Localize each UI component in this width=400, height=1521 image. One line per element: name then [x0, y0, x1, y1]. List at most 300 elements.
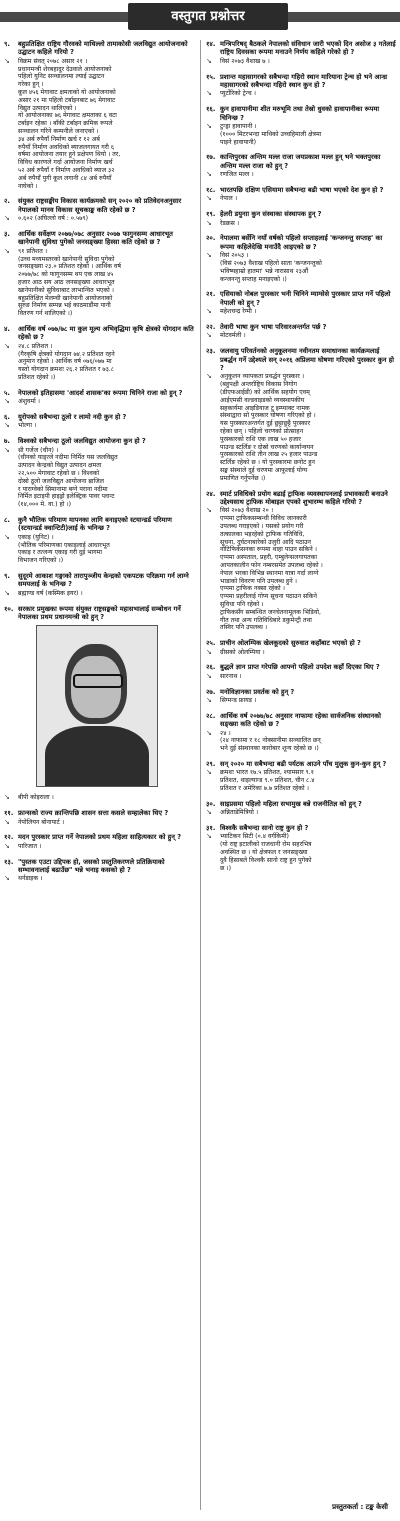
question-text: मन्त्रिपरिषद् बैठकले नेपालको संविधान जारी भएको दिन असोज ३ गतेलाई राष्ट्रिय दिवसका रूपमा मनाउने निर्णय कहिले गरेको हो ? [220, 40, 396, 57]
answer-line: २२,५०० मेगावाट रहेको छ । विश्वको [18, 469, 100, 477]
answer-line: भोल्गा । [18, 422, 37, 430]
question-number: १३. [4, 857, 14, 866]
answer-line: ट्राफिकसँग सम्बन्धित जनचेतनामूलक भिडियो, [220, 608, 321, 616]
question-number: ९. [4, 40, 10, 48]
answer-line: विद्युत उत्पादन थालिएको । [18, 104, 77, 112]
answer [206, 507, 398, 632]
answer-line: अवस्थित छ । यो क्षेत्रफल र जनसङ्ख्या [220, 849, 308, 856]
question-text: फ्रान्सको राज्य क्रान्तिपछि शासन सत्ता कसले सम्हालेका थिए ? [18, 809, 169, 818]
answer-line: भ्याटिकन सिटी (०.४ वर्गकिमी) [220, 833, 289, 841]
answer [206, 730, 398, 753]
answer-line: थ्री गर्जेज (चीन) । [18, 446, 59, 454]
answer-line: तत्कालका भइरहेको ट्राफिक गतिविधि, [220, 530, 305, 538]
answer-line: एकाइ (युनिट) । [18, 533, 54, 541]
question-text: प्राचीन ओलम्पिक खेलकूदको सुरुवात कहाँबाट भएको हो ? [220, 639, 361, 648]
question [206, 290, 398, 307]
answer [4, 447, 196, 509]
question-number: १४. [206, 40, 216, 48]
question-text: जलवायु परिवर्तनको अनुकूलनमा नवीनतम समाधानका कार्यक्रमलाई प्रबर्द्धन गर्ने उद्देश्यले सन् २०१६ अप्रिलमा घोषणा गरिएको पुरस्कार कुन हो ? [220, 347, 394, 373]
question-number: ११. [4, 809, 14, 818]
qa-item [4, 40, 196, 190]
qa-item [4, 230, 196, 318]
answer-text [220, 373, 398, 482]
answer-arrow-icon: ↘ [4, 588, 10, 597]
qa-item [4, 833, 196, 850]
qa-item [206, 712, 398, 753]
question [4, 389, 196, 397]
answer-line: बहुप्रतिक्षित मेलम्ची खानेपानी आयोजनाको [18, 294, 113, 302]
question-text: मनोविज्ञानका प्रवर्तक को हुन् ? [220, 687, 295, 696]
answer-text [220, 58, 398, 66]
header-banner [0, 0, 400, 34]
question-number: २२. [206, 323, 216, 332]
answer-arrow-icon: ↘ [206, 170, 212, 179]
question-number: २७. [206, 687, 216, 696]
qa-item [206, 153, 398, 179]
answer [206, 90, 398, 98]
answer-line: (गैरकृषि क्षेत्रको योगदान ७४.२ प्रतिशत रहने [18, 350, 115, 358]
answer-text [220, 220, 398, 228]
answer-line: सारनाथ । [220, 672, 242, 680]
question [4, 858, 196, 875]
answer-text [18, 590, 196, 598]
question-text: संयुक्त राष्ट्रसङ्घीय विकास कार्यक्रमको सन् २०२० को प्रतिवेदनअनुसार नेपालको मानव विकास सूचकाङ्क कति रहेको छ ? [18, 197, 182, 214]
answer-line: अंशुवर्मा । [18, 398, 40, 406]
answer-arrow-icon: ↘ [206, 372, 212, 381]
answer-text [220, 809, 398, 817]
answer-line: नेपोलियन बोनापार्ट । [18, 818, 65, 826]
answer-line: टर्बाइन रहेका । बाँकी टर्बाइन क्रमिक रूपले [18, 120, 113, 128]
question-number: २९. [206, 760, 216, 768]
answer-arrow-icon: ↘ [4, 793, 10, 802]
question [4, 197, 196, 214]
answer [4, 215, 196, 223]
answer-line: यस पुरस्कारअन्तर्गत दुई छुट्टाछुट्टै पुरस्कार [220, 420, 311, 428]
answer-text [220, 507, 398, 632]
answer [4, 248, 196, 318]
question [206, 234, 398, 251]
question-text: सन् २०२० मा सबैभन्दा बढी पर्यटक आउने पाँच मुलुक कुन-कुन हुन् ? [220, 760, 387, 768]
question-text: मदन पुरस्कार प्राप्त गर्ने नेपालको प्रथम महिला साहित्यकार को हुन् ? [18, 833, 182, 842]
qa-item [4, 437, 196, 509]
answer-text [18, 422, 196, 430]
answer-line: स्टर्लिङ रहेको छ । यो पुरस्कारमा छनोट हुन [220, 459, 315, 467]
qa-item [206, 688, 398, 705]
answer [206, 195, 398, 203]
qa-item [206, 490, 398, 633]
answer-line: दुवै हिसाबले विश्वकै सानो राष्ट्र हुन पुगेको [220, 856, 312, 864]
answer-line: नाघेको । [18, 182, 38, 190]
answer-text [18, 215, 196, 223]
answer-text [18, 875, 196, 883]
qa-item [206, 40, 398, 66]
answer-arrow-icon: ↘ [206, 728, 212, 737]
question-text: सरकार प्रमुखका रूपमा संयुक्त राष्ट्रसङ्घको महासभालाई सम्बोधन गर्ने नेपालका प्रथम प्रधानमन्त्री को हुन् ? [18, 604, 181, 621]
answer-line: विसं २०७३ वैशाख २० । [220, 507, 274, 515]
answer-line: ग्रीसको ओलम्पिया । [220, 648, 265, 656]
answer [206, 220, 398, 228]
question-text: आर्थिक सर्वेक्षण २०७७/०७८ अनुसार २०७७ फागुनसम्म आधारभूत खानेपानी सुविधा पुगेको जनसङ्ख्या हिस्सा कति रहेको छ ? [18, 229, 173, 247]
answer-line: २४.८ प्रतिशत । [18, 342, 53, 350]
question-number: २. [4, 197, 10, 206]
qa-item [4, 572, 196, 598]
answer-line: रहेका छन् । पहिलो चरणको प्रोत्साहन [220, 428, 304, 436]
qa-item [206, 186, 398, 203]
question-number: १२. [4, 833, 14, 842]
answer-arrow-icon: ↘ [206, 768, 212, 777]
answer-arrow-icon: ↘ [4, 397, 10, 406]
answer-line: २४ । [220, 729, 231, 737]
answer-line: जनसङ्ख्या २३.० प्रतिशत रहेको । आर्थिक वर्ष [18, 263, 121, 271]
question-number: २८. [206, 711, 216, 720]
answer [4, 398, 196, 406]
answer [206, 673, 398, 681]
question-number: ७. [4, 437, 10, 446]
portrait-photo [36, 625, 158, 787]
answer-line: (उच्च मध्यमस्तरको खानेपानी सुविधा पुगेको [18, 255, 115, 263]
qa-item [4, 325, 196, 382]
answer-line: (यो राष्ट्र इटालीको राजधानी रोम सहरभित्र [220, 841, 312, 849]
answer-line: हजार आठ सय आठ जनसङ्ख्या आधारभूत [18, 278, 115, 286]
answer-arrow-icon: ↘ [4, 214, 10, 223]
answer-line: २०७७/७८ को फागुनसम्म थप एक लाख ४५ [18, 271, 114, 279]
answer-line: तस्विर पनि उपलब्ध । [220, 624, 268, 632]
question-text: एसियाको नोबल पुरस्कार भनी चिनिने म्याग्सेसे पुरस्कार प्राप्त गर्ने पहिलो नेपाली को हुन् ? [220, 290, 391, 307]
answer-line: छ ।) [220, 864, 232, 872]
question-number: १९. [206, 210, 216, 219]
answer-text [220, 833, 398, 872]
question-number: ९. [4, 571, 10, 580]
answer-line: प्रतिशत, थाइल्यान्ड ९.० प्रतिशत, चीन ८.४ [220, 777, 315, 785]
answer-arrow-icon: ↘ [4, 246, 10, 255]
qa-item [4, 389, 196, 406]
question-text: प्रशान्त महासागरको सबैभन्दा गहिरो स्थान मारियाना ट्रेन्च हो भने आन्ध्र महासागरको सबैभन्दा गहिरो स्थान कुन हो ? [220, 72, 388, 90]
answer-line: आपतकालीन फोन नम्बरसमेत उपलब्ध रहेको । [220, 562, 323, 570]
question-text: विश्वकै सबैभन्दा सानो राष्ट्र कुन हो ? [220, 824, 309, 832]
answer [4, 343, 196, 382]
answer-text [220, 195, 398, 203]
question-number: ४. [4, 324, 10, 333]
answer-line: विसं २०५३ । [220, 252, 249, 260]
question-text: साइप्रसमा पहिलो महिला सभामुख बन्ने राजनीतिज्ञ को हुन् ? [220, 799, 362, 808]
answer-line: उपलब्ध गराइएको । यसको प्रयोग गरी [220, 523, 304, 531]
answer-line: विक्रम संवत् २०७८ असार २१ । [18, 57, 88, 65]
answer-line: कूल ४५६ मेगावाट क्षमताको यो आयोजनाको [18, 89, 116, 96]
answer-line: प्युर्टोरिको ट्रेन्च । [220, 90, 256, 98]
answer-line: एप्पमा प्रहरीलाई गोप्य सूचना पठाउन सकिने [220, 593, 317, 601]
answer-arrow-icon: ↘ [206, 122, 212, 131]
answer [206, 697, 398, 705]
qa-item [4, 794, 196, 802]
page-title: वस्तुगत प्रश्नोत्तर [128, 3, 288, 30]
question [206, 186, 398, 194]
question [206, 40, 398, 57]
qa-item [4, 858, 196, 884]
answer-arrow-icon: ↘ [206, 696, 212, 704]
answer-arrow-icon: ↘ [4, 817, 10, 826]
answer-text [18, 248, 196, 318]
answer [4, 875, 196, 883]
answer-text [220, 332, 398, 340]
answer [4, 590, 196, 598]
answer-line: पहिलो युनिट सञ्चालनमा ल्याई उद्घाटन [18, 73, 105, 81]
question [206, 663, 398, 671]
answer-line: दोस्रो ठूलो जलविद्युत आयोजना ब्राजिल [18, 477, 104, 485]
answer [206, 649, 398, 657]
answer-arrow-icon: ↘ [206, 56, 212, 65]
answer-line: संस्थाद्वारा सो पुरस्कार घोषणा गरिएको हो । [220, 412, 316, 420]
answer-line: यो आयोजनाका ७६ मेगावाट क्षमताका ६ वटा [18, 112, 117, 120]
answer-line: अर्ब रुपैयाँ पुगी कूल लगानी ८४ अर्ब रुपैयाँ [18, 174, 112, 182]
question-text: तेवारी भाषा कुन भाषा परिवारअन्तर्गत पर्छ ? [220, 323, 327, 332]
answer-arrow-icon: ↘ [4, 56, 10, 65]
answer-text [220, 649, 398, 657]
answer-line: र पाराग्वेको सिमानामा बग्ने पराना नदीमा [18, 485, 108, 493]
question-number: २६. [206, 663, 216, 672]
answer-line: (विसं २०७३ वैशाख पहिलो साता 'कन्जनन्तुको [220, 260, 322, 268]
answer-line: सिग्मन्ड फ्रायड । [220, 697, 257, 704]
question-text: नेपालमा बर्सेनि नयाँ वर्षको पहिलो सप्ताहलाई 'कन्जनन्तु सप्ताह' का रूपमा कहिलेदेखि मनाउँदै आइएको छ ? [220, 234, 383, 251]
answer-arrow-icon: ↘ [206, 89, 212, 98]
answer-arrow-icon: ↘ [4, 341, 10, 350]
answer-line: सञ्चालन गरिने कम्पनीले जनाएको । [18, 127, 99, 135]
question [206, 73, 398, 90]
answer-arrow-icon: ↘ [206, 251, 212, 260]
answer-line: सुरुङ निर्माण सम्पन्न भई काठमाडौंमा पानी [18, 302, 111, 310]
question-number: ३. [4, 229, 10, 238]
qa-item [206, 760, 398, 793]
question-text: बहुप्रतिक्षित राष्ट्रिय गौरवको माथिल्लो तामाकोसी जलविद्युत आयोजनाको उद्घाटन कहिले गरियो ? [18, 40, 188, 57]
answer-line: (१००० मिटरभन्दा माथिको उच्चहिमाली क्षेत्रमा [220, 130, 322, 138]
answer-line: पुरस्कारको राशि एक लाख ५० हजार [220, 435, 301, 443]
left-column [4, 40, 196, 890]
answer [4, 534, 196, 565]
answer-arrow-icon: ↘ [206, 506, 212, 515]
answer-line: क्रमशः भारत १७.५ प्रतिशत, श्यामसार ९.१ [220, 769, 314, 777]
question-text: बुद्धले ज्ञान प्राप्त गरेपछि आफ्नो पहिलो उपदेश कहाँ दिएका थिए ? [220, 663, 380, 672]
answer-text [220, 252, 398, 283]
qa-item [4, 413, 196, 430]
question [4, 413, 196, 421]
answer-arrow-icon: ↘ [206, 194, 212, 203]
answer-line: ५२ अर्ब रुपैयाँ र निर्माण अवधिको ब्याज ३२ [18, 166, 115, 174]
answer-line: पाउन्ड स्टर्लिङ र दोस्रो चरणको कार्यान्वयन [220, 443, 314, 451]
answer-line: एप्पमा अस्पताल, प्रहरी, एम्बुलेन्सलगायतका [220, 554, 317, 562]
answer-line: नोटिफिकेसनका रूपमा थाहा पाउन सकिने । [220, 546, 318, 554]
answer-text [220, 171, 398, 179]
qa-item [206, 290, 398, 316]
answer-line: उत्पादन केन्द्रको विद्युत उत्पादन क्षमता [18, 462, 102, 470]
answer-line: (भौतिक परिमाणका एकाइलाई आधारभूत [18, 541, 110, 549]
question [4, 40, 196, 57]
answer-line: निर्मित इटाइपी हाइड्रो इलेक्ट्रिक पावर प्लान्ट [18, 493, 115, 501]
question-text: आर्थिक वर्ष ०७७/७८ मा कुल मूल्य अभिवृद्धिमा कृषि क्षेत्रको योगदान कति रहेको छ ? [18, 324, 194, 342]
answer-line: रणजित मल्ल । [220, 171, 254, 179]
answer-text [18, 343, 196, 382]
question-number: १६. [206, 105, 216, 114]
answer-line: यस्तो योगदान क्रमशः २६.२ प्रतिशत र ७३.८ [18, 366, 114, 374]
question [206, 760, 398, 768]
answer-arrow-icon: ↘ [4, 841, 10, 850]
question-number: १७. [206, 153, 216, 162]
answer-line: पाइने हावापानी) [220, 138, 257, 146]
answer-line: एप्पमा ट्राफिकसम्बन्धी विविध जानकारी [220, 515, 307, 523]
answer-line: विविध कारणले गर्दा आयोजना निर्माण खर्च [18, 159, 113, 167]
question [206, 639, 398, 647]
answer-text [18, 534, 196, 565]
question-text: कुनै भौतिक परिमाण मापनका लागि बनाइएको स्टयान्डर्ड परिमाण (स्टयान्डर्ड क्वान्टिटी)लाई के भनिन्छ ? [18, 515, 172, 533]
answer-line: आईएमसी वल्डवाइडको व्यवस्थापकीय [220, 396, 305, 404]
right-column [206, 40, 398, 879]
answer [206, 332, 398, 340]
question-text: नेपालको इतिहासमा 'आदर्श शासक'का रूपमा चिनिने राजा को हुन् ? [18, 388, 183, 397]
question-number: ५. [4, 388, 10, 397]
question-number: २१. [206, 290, 216, 299]
answer-text [18, 58, 196, 191]
answer-line: भविष्यहाम्रो हातमा' भन्ने नारासाथ २३औं [220, 267, 309, 275]
answer-line: नेपाल भरका विभिन्न स्थानमा यात्रा गर्दा लाग्ने [220, 569, 319, 577]
answer-arrow-icon: ↘ [206, 647, 212, 656]
answer-line: ९१ प्रतिशत । [18, 247, 48, 255]
answer [206, 123, 398, 146]
answer-line: सङ्घ संस्थाले दुई चरणमा आफूलाई योग्य [220, 467, 308, 475]
qa-item [206, 800, 398, 817]
answer-line: मोटवर्मली । [220, 332, 246, 340]
answer-line: (चीनको याङ्त्जे नदीमा निर्मित यस जलविद्युत [18, 454, 118, 462]
question [206, 105, 398, 122]
answer-line: महेशचन्द्र रेग्मी । [220, 308, 257, 316]
question-text: आर्थिक वर्ष २०७७/७८ अनुसार नाफामा रहेका सार्वजनिक संस्थानको सङ्ख्या कति रहेको छ ? [220, 711, 381, 729]
question [4, 230, 196, 247]
answer [4, 843, 196, 851]
answer-line: विसं २०७३ वैशाख ७ । [220, 57, 270, 65]
answer-arrow-icon: ↘ [4, 874, 10, 883]
qa-item [206, 663, 398, 680]
answer [206, 252, 398, 283]
answer-arrow-icon: ↘ [206, 832, 212, 841]
qa-item [4, 809, 196, 826]
column-divider [200, 40, 201, 1510]
answer-text [220, 769, 398, 792]
answer-line: वर्षमा आयोजना तयार हुने प्रक्षेपण थियो । तर, [18, 151, 121, 159]
answer-arrow-icon: ↘ [4, 421, 10, 430]
answer-line: अनुमान रहेको । आर्थिक वर्ष ०७६/०७७ मा [18, 358, 112, 366]
answer-line: भने दुई संस्थानका कारोबार शून्य रहेको छ ।) [220, 745, 319, 753]
answer-line: प्रतिशत रहेको ।) [18, 373, 56, 381]
answer [206, 373, 398, 482]
answer-line: पारिजात । [18, 842, 42, 850]
answer-text [220, 123, 398, 146]
question [4, 572, 196, 589]
qa-item [4, 197, 196, 223]
qa-item [206, 234, 398, 283]
answer [4, 794, 196, 802]
answer-line: नेपाल । [220, 195, 238, 203]
question-number: १०. [4, 604, 14, 613]
answer [206, 58, 398, 66]
answer-text [220, 308, 398, 316]
question [4, 605, 196, 622]
author-credit: प्रस्तुतकर्ता : टङ्क केसी [332, 1503, 388, 1511]
qa-item [4, 516, 196, 565]
question [206, 347, 398, 372]
answer-line: भाडाको विवरण पनि उपलब्ध हुने । [220, 577, 298, 585]
answer-line: सुविधा पनि रहेको । [220, 601, 264, 608]
answer-line: खानेपानीको सुविधाबाट लाभान्वित भएको । [18, 286, 115, 294]
question [206, 323, 398, 331]
answer-line: गरेका हुन् । [18, 81, 44, 89]
answer-line: एकाइ र तत्जन्य एकाइ गरी दुई भागमा [18, 549, 102, 557]
qa-item [206, 73, 398, 99]
question-text: हेलरी डयुनाा कुन संस्थाका संस्थापक हुन् ? [220, 210, 322, 219]
question-number: ८. [4, 515, 10, 524]
question-number: २३. [206, 347, 216, 356]
question [4, 437, 196, 445]
answer-line: ०.६०२ (अघिल्लो वर्ष : ०.५७९) [18, 215, 89, 223]
answer-line: बीपी कोइराला । [18, 794, 54, 802]
question-text: भारतपछि दक्षिण एसियामा सबैभन्दा बढी भाषा भएको देश कुन हो ? [220, 186, 384, 195]
question-number: ३१. [206, 824, 216, 832]
answer [206, 769, 398, 792]
answer-arrow-icon: ↘ [206, 218, 212, 227]
answer-text [18, 794, 196, 802]
portrait-glasses [73, 674, 123, 688]
answer-line: अन्निताडेमित्रियो । [220, 809, 259, 817]
answer-line: (१४,००० मे. वा.) हो ।) [18, 501, 72, 509]
answer-text [220, 697, 398, 705]
answer-line: ३४ अर्ब रुपैयाँ निर्माण खर्च र १२ अर्ब [18, 135, 100, 143]
answer-line: सहकार्यमा आइडियाज टु इम्प्याक्ट नामक [220, 404, 310, 412]
question-text: कुन हावापानीमा शीत मरुभूमि तथा तेस्रो धुवको हावापानीका रूपमा चिनिन्छ ? [220, 105, 380, 122]
answer-text [220, 90, 398, 98]
answer-line: प्रतिशत र अमेरिका ७.७ प्रतिशत रहेको । [220, 785, 309, 792]
answer-line: अनुकूलन व्यापकता प्रवर्द्धन पुरस्कार । [220, 373, 305, 381]
answer [206, 308, 398, 316]
answer-arrow-icon: ↘ [206, 331, 212, 340]
answer-line: गीत तथा अन्य गतिविधिबारे डकुमेन्ट्री तथा [220, 616, 312, 624]
question-text: "पुस्तक एउटा उद्दिपक हो, जसको प्रस्तुतिकरणले प्रतिक्रियाको सम्भावनालाई बढाउँछ" भन्ने भनाइ कसको हो ? [18, 857, 165, 874]
answer-line: प्रधानमन्त्री शेरबहादुर देउवाले आयोजनाको [18, 65, 112, 73]
question-text: कान्तिपुरका अन्तिम मल्ल राजा जयप्रकाश मल्ल हुन् भने भक्तपुरका अन्तिम मल्ल राजा को हुन् ? [220, 153, 381, 170]
answer [206, 809, 398, 817]
answer-line: प्रमाणित गर्नुपर्नेछ ।) [220, 474, 266, 482]
answer [4, 58, 196, 191]
portrait-body [45, 726, 149, 787]
answer-line: सूचना, दुर्घटनाबारेको उजुरी आदि पठाउन [220, 538, 311, 546]
qa-item [4, 605, 196, 788]
qa-item [206, 105, 398, 146]
question-text: सुदूरमे आकाश गङ्गाको तारापुञ्जीय केन्द्रको एकपटक परिक्रमा गर्न लाग्ने समयलाई के भनिन्छ ? [18, 571, 189, 589]
question [206, 824, 398, 832]
question-number: ६. [4, 412, 10, 421]
answer [4, 422, 196, 430]
answer-line: (२४ नाफामा र १८ नोक्सानीमा सञ्चालित छन् [220, 737, 321, 745]
answer-line: रुपैयाँ निर्माण अवधिको ब्याजलगायत गरी ६ [18, 143, 115, 151]
answer-arrow-icon: ↘ [206, 808, 212, 817]
qa-item [206, 323, 398, 340]
question [206, 688, 398, 696]
answer-text [220, 673, 398, 681]
question-number: २५. [206, 639, 216, 648]
question-number: १८. [206, 186, 216, 195]
answer-line: रेडक्रस । [220, 219, 240, 227]
answer-arrow-icon: ↘ [4, 445, 10, 454]
answer-line: असार २१ मा पहिलो टर्बाइनबाट ७६ मेगावाट [18, 96, 116, 104]
answer-line: ब्रह्माण्ड वर्ष (कस्मिक इयर) । [18, 589, 83, 597]
answer-line: कन्जनन्तु सप्ताह मनाइएको ।) [220, 275, 287, 283]
question-number: १५. [206, 72, 216, 81]
question-text: युरोपको सबैभन्दा ठूलो र लामो नदी कुन हो ? [18, 412, 127, 421]
